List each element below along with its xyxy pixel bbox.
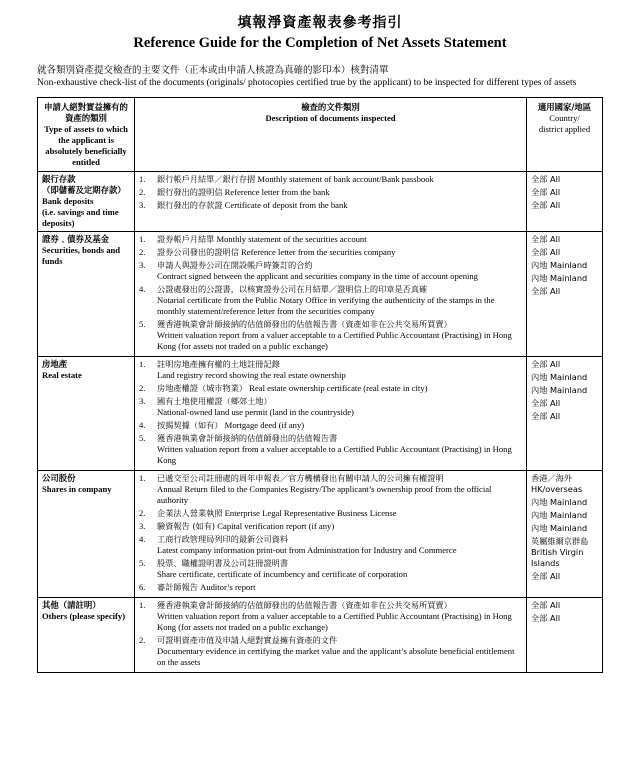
document-text-zh: 獲香港執業會計師接納的估值師發出的估值報告書（資產如非在公共交易所買賣）	[157, 600, 452, 610]
document-text-zh: 企業法人營業執照	[157, 508, 223, 518]
document-number: 1.	[139, 234, 146, 244]
document-item	[139, 635, 522, 668]
document-number: 2.	[139, 635, 146, 645]
document-text-zh: 工商行政管理局列印的最新公司資料	[157, 534, 289, 544]
document-number: 4.	[139, 534, 146, 544]
document-text	[157, 187, 522, 198]
asset-type-zh-sub: （即儲蓄及定期存款）	[42, 185, 126, 195]
assets-checklist-table	[37, 97, 603, 673]
document-item	[139, 473, 522, 506]
document-text	[157, 247, 522, 258]
document-number: 5.	[139, 319, 146, 329]
document-text	[157, 433, 522, 466]
document-number: 1.	[139, 473, 146, 483]
country-value: 全部 All	[531, 571, 561, 581]
document-item	[139, 319, 522, 352]
document-number: 5.	[139, 433, 146, 443]
document-text-zh: 可證明資產市值及申請人絕對實益擁有資產的文件	[157, 635, 338, 645]
document-text-en: Reference letter from the bank	[224, 187, 330, 197]
document-text-en: Enterprise Legal Representative Business License	[224, 508, 397, 518]
title-chinese: 填報淨資產報表參考指引	[237, 15, 403, 31]
asset-type-zh: 公司股份	[42, 473, 76, 483]
document-number: 2.	[139, 508, 146, 518]
document-item	[139, 383, 522, 394]
document-text-en: Contract signed between the applicant and securities company in the time of account opening	[157, 271, 478, 281]
document-text-zh: 銀行帳戶月結單／銀行存摺	[157, 174, 256, 184]
asset-type-zh: 證券﹑債券及基金	[42, 234, 109, 244]
document-number: 3.	[139, 260, 146, 270]
country-cell	[527, 471, 603, 598]
document-item	[139, 558, 522, 580]
header-documents	[135, 98, 527, 172]
document-text	[157, 234, 522, 245]
document-text-zh: 審計師報告	[157, 582, 198, 592]
document-text-en: Annual Return filed to the Companies Registry/The applicant’s ownership proof from the official authority	[157, 484, 492, 505]
asset-type-en: Shares in company	[42, 484, 112, 494]
document-text-en: Notarial certificate from the Public Notary Office in verifying the authenticity of the stamps in the monthly statement/reference letter from the securities company	[157, 295, 495, 316]
document-text	[157, 558, 522, 580]
document-text	[157, 319, 522, 352]
document-text-en: Auditor’s report	[200, 582, 256, 592]
documents-cell	[135, 232, 527, 357]
document-text	[157, 359, 522, 381]
document-number: 5.	[139, 558, 146, 568]
country-value: 全部 All	[531, 613, 561, 623]
document-text	[157, 420, 522, 431]
document-item	[139, 187, 522, 198]
asset-type-en: Bank deposits	[42, 196, 94, 206]
document-text	[157, 284, 522, 317]
document-text	[157, 534, 522, 556]
header-documents-en: Description of documents inspected	[265, 113, 396, 123]
document-number: 4.	[139, 420, 146, 430]
document-text-en: Written valuation report from a valuer acceptable to a Certified Public Accountant (Practising) in Hong Kong	[157, 444, 512, 465]
document-text	[157, 174, 522, 185]
country-value: 全部 All	[531, 286, 561, 296]
asset-type-cell	[38, 172, 135, 232]
country-value: 內地 Mainland	[531, 523, 588, 533]
document-number: 3.	[139, 200, 146, 210]
header-documents-zh: 檢查的文件類別	[301, 102, 360, 112]
table-header-row	[38, 98, 603, 172]
document-text-en: Reference letter from the securities company	[241, 247, 396, 257]
document-item	[139, 247, 522, 258]
document-text	[157, 582, 522, 593]
documents-cell	[135, 471, 527, 598]
document-number: 3.	[139, 396, 146, 406]
table-row	[38, 471, 603, 598]
country-value: 全部 All	[531, 359, 561, 369]
document-item	[139, 359, 522, 381]
document-text-zh: 證券公司發出的證明信	[157, 247, 239, 257]
document-text-en: Documentary evidence in certifying the market value and the applicant’s absolute beneficial entitlement on the assets	[157, 646, 515, 667]
document-item	[139, 508, 522, 519]
country-cell	[527, 357, 603, 471]
document-text-zh: 驗資報告 (如有)	[157, 521, 216, 531]
document-text	[157, 200, 522, 211]
country-value: 全部 All	[531, 247, 561, 257]
document-text-zh: 公證處發出的公證書，以核實證券公司在月結單／證明信上的印章是否真確	[157, 284, 428, 294]
asset-type-cell	[38, 471, 135, 598]
asset-type-cell	[38, 357, 135, 471]
header-country-zh: 適用國家/地區	[537, 102, 592, 112]
document-text-en: Share certificate, certificate of incumbency and certificate of corporation	[157, 569, 408, 579]
asset-type-zh: 房地產	[42, 359, 68, 369]
document-text-en: Latest company information print-out from Administration for Industry and Commerce	[157, 545, 457, 555]
country-value: 全部 All	[531, 234, 561, 244]
document-text-zh: 證券帳戶月結單	[157, 234, 215, 244]
document-text-en: Capital verification report (if any)	[217, 521, 335, 531]
table-row	[38, 232, 603, 357]
country-value: 內地 Mainland	[531, 510, 588, 520]
document-item	[139, 260, 522, 282]
document-item	[139, 534, 522, 556]
asset-type-zh: 銀行存款	[42, 174, 76, 184]
document-text-zh: 已遞交至公司註冊處的周年申報表／官方機構發出有關申請人的公司擁有權證明	[157, 473, 444, 483]
asset-type-en-sub: (i.e. savings and time deposits)	[42, 207, 119, 228]
document-text	[157, 383, 522, 394]
title-english: Reference Guide for the Completion of Net Assets Statement	[133, 35, 507, 51]
document-text-en: Mortgage deed (if any)	[224, 420, 305, 430]
asset-type-en: Securities, bonds and funds	[42, 245, 121, 266]
document-text	[157, 396, 522, 418]
document-item	[139, 234, 522, 245]
document-item	[139, 284, 522, 317]
country-cell	[527, 598, 603, 673]
document-text	[157, 260, 522, 282]
document-item	[139, 174, 522, 185]
table-row	[38, 598, 603, 673]
document-text	[157, 635, 522, 668]
document-text-zh: 房地產權證（城市物業）	[157, 383, 248, 393]
country-value: 全部 All	[531, 187, 561, 197]
document-item	[139, 582, 522, 593]
table-row	[38, 357, 603, 471]
document-text-en: Certificate of deposit from the bank	[224, 200, 348, 210]
country-value: 內地 Mainland	[531, 260, 588, 270]
country-value: 全部 All	[531, 398, 561, 408]
document-text-en: Written valuation report from a valuer acceptable to a Certified Public Accountant (Practising) in Hong Kong (for assets not traded on a public exchange)	[157, 330, 512, 351]
header-country	[527, 98, 603, 172]
documents-cell	[135, 172, 527, 232]
document-text-zh: 國有土地使用權證（鄉郊土地）	[157, 396, 272, 406]
asset-type-cell	[38, 232, 135, 357]
document-text-zh: 按揭契據（如有）	[157, 420, 223, 430]
document-text-zh: 註明房地產擁有權的土地註冊記錄	[157, 359, 280, 369]
document-text-en: Monthly statement of bank account/Bank passbook	[257, 174, 434, 184]
document-item	[139, 396, 522, 418]
document-text-en: Monthly statement of the securities account	[216, 234, 367, 244]
document-number: 3.	[139, 521, 146, 531]
country-value: 香港／海外 HK/overseas	[531, 473, 583, 494]
asset-type-cell	[38, 598, 135, 673]
document-text-zh: 申請人與證券公司在開設帳戶時簽訂的合約	[157, 260, 313, 270]
documents-cell	[135, 598, 527, 673]
document-item	[139, 600, 522, 633]
document-text-zh: 獲香港執業會計師接納的估值師發出的估值報告書（資產如非在公共交易所買賣）	[157, 319, 452, 329]
intro-chinese: 就各類別資產提交檢查的主要文件（正本或由申請人核證為真確的影印本）核對清單	[37, 65, 389, 76]
country-value: 內地 Mainland	[531, 273, 588, 283]
asset-type-en: Others (please specify)	[42, 611, 126, 621]
document-item	[139, 433, 522, 466]
country-cell	[527, 232, 603, 357]
document-text-en: National-owned land use permit (land in the countryside)	[157, 407, 354, 417]
document-number: 1.	[139, 359, 146, 369]
header-country-en-1: Country/	[549, 113, 580, 123]
document-text	[157, 508, 522, 519]
country-value: 內地 Mainland	[531, 385, 588, 395]
document-number: 1.	[139, 600, 146, 610]
document-text-zh: 銀行發出的存款證	[157, 200, 223, 210]
document-text-en: Land registry record showing the real estate ownership	[157, 370, 346, 380]
document-text-en: Written valuation report from a valuer acceptable to a Certified Public Accountant (Practising) in Hong Kong (for assets not traded on a public exchange)	[157, 611, 512, 632]
document-item	[139, 521, 522, 532]
document-number: 6.	[139, 582, 146, 592]
document-text-en: Real estate ownership certificate (real estate in city)	[249, 383, 428, 393]
country-value: 內地 Mainland	[531, 372, 588, 382]
document-text-zh: 銀行發出的證明信	[157, 187, 223, 197]
country-value: 英屬維爾京群島 British Virgin Islands	[531, 536, 589, 568]
document-text	[157, 521, 522, 532]
document-text	[157, 473, 522, 506]
document-number: 1.	[139, 174, 146, 184]
country-value: 全部 All	[531, 174, 561, 184]
document-number: 2.	[139, 187, 146, 197]
document-text-zh: 獲香港執業會計師接納的估值師發出的估值報告書	[157, 433, 338, 443]
asset-type-en: Real estate	[42, 370, 82, 380]
document-item	[139, 200, 522, 211]
header-asset-type-zh: 申請人絕對實益擁有的資產的類別	[44, 102, 128, 123]
header-country-en-2: district applied	[538, 124, 591, 134]
country-value: 全部 All	[531, 411, 561, 421]
country-value: 全部 All	[531, 200, 561, 210]
header-asset-type	[38, 98, 135, 172]
table-row	[38, 172, 603, 232]
country-cell	[527, 172, 603, 232]
document-item	[139, 420, 522, 431]
table-body	[38, 172, 603, 673]
document-text	[157, 600, 522, 633]
documents-cell	[135, 357, 527, 471]
country-value: 內地 Mainland	[531, 497, 588, 507]
header-asset-type-en: Type of assets to which the applicant is absolutely beneficially entitled	[44, 124, 128, 167]
document-number: 2.	[139, 383, 146, 393]
document-number: 4.	[139, 284, 146, 294]
country-value: 全部 All	[531, 600, 561, 610]
document-number: 2.	[139, 247, 146, 257]
document-text-zh: 股票、職權證明書及公司註冊證明書	[157, 558, 289, 568]
asset-type-zh: 其他（請註明）	[42, 600, 101, 610]
intro-english: Non-exhaustive check-list of the documents (originals/ photocopies certified true by the applicant) to be inspected for different types of assets	[37, 78, 577, 88]
